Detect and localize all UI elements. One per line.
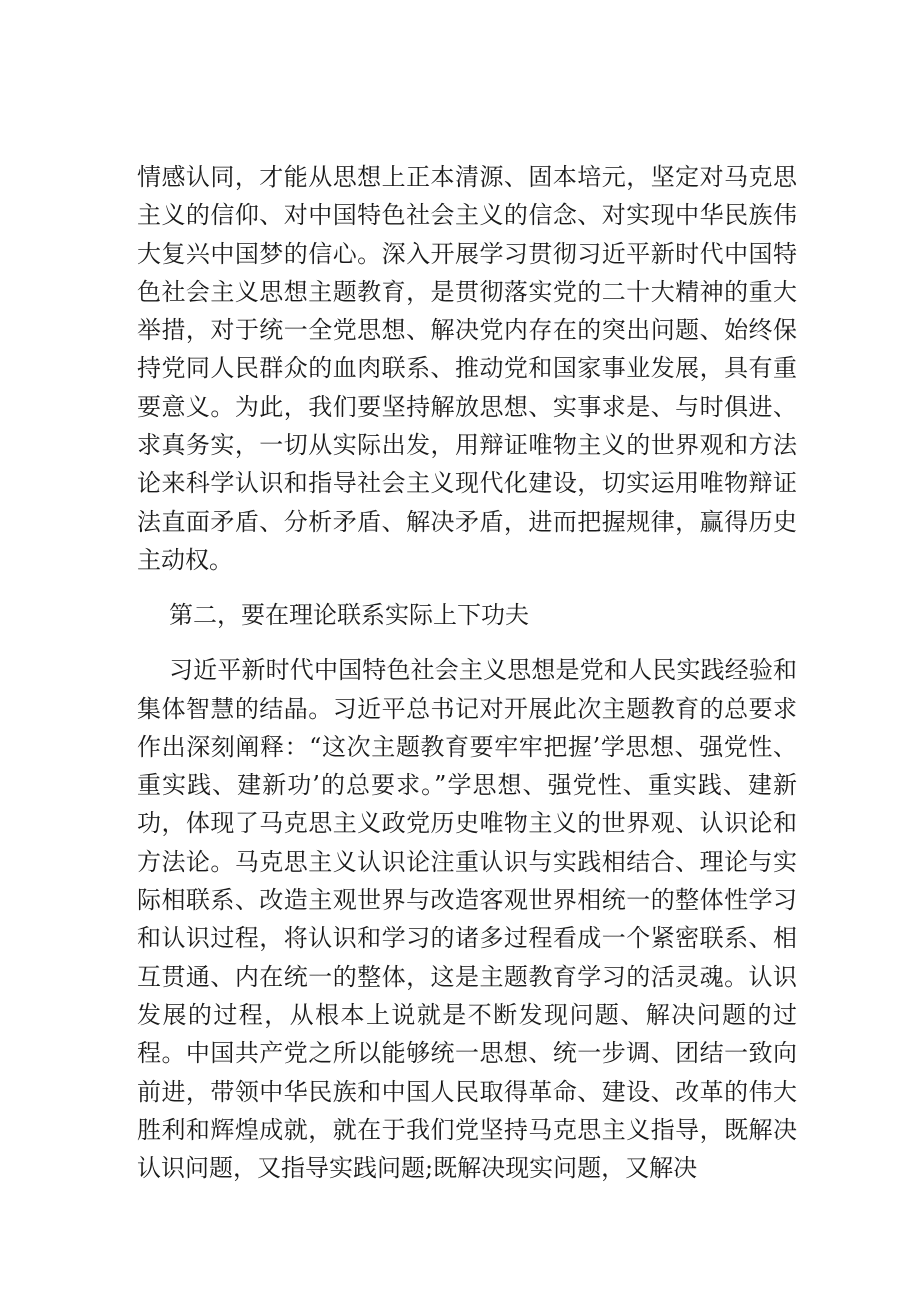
- paragraph-2: 习近平新时代中国特色社会主义思想是党和人民实践经验和集体智慧的结晶。习近平总书记对开展此次主题教育的总要求作出深刻阐释：“这次主题教育要牢牢把握’学思想、强党性、重实践、建新功’的总要求。”学思想、强党性、重实践、建新功，体现了马克思主义政党历史唯物主义的世界观、认识论和方法论。马克思主义认识论注重认识与实践相结合、理论与实际相联系、改造主观世界与改造客观世界相统一的整体性学习和认识过程，将认识和学习的诸多过程看成一个紧密联系、相互贯通、内在统一的整体，这是主题教育学习的活灵魂。认识发展的过程，从根本上说就是不断发现问题、解决问题的过程。中国共产党之所以能够统一思想、统一步调、团结一致向前进，带领中华民族和中国人民取得革命、建设、改革的伟大胜利和辉煌成就，就在于我们党坚持马克思主义指导，既解决认识问题，又指导实践问题;既解决现实问题，又解决: [137, 656, 797, 1183]
- section-heading: 第二，要在理论联系实际上下功夫: [169, 601, 529, 630]
- paragraph-1: 情感认同，才能从思想上正本清源、固本培元，坚定对马克思主义的信仰、对中国特色社会主义的信念、对实现中华民族伟大复兴中国梦的信心。深入开展学习贯彻习近平新时代中国特色社会主义思想主题教育，是贯彻落实党的二十大精神的重大举措，对于统一全党思想、解决党内存在的突出问题、始终保持党同人民群众的血肉联系、推动党和国家事业发展，具有重要意义。为此，我们要坚持解放思想、实事求是、与时俱进、求真务实，一切从实际出发，用辩证唯物主义的世界观和方法论来科学认识和指导社会主义现代化建设，切实运用唯物辩证法直面矛盾、分析矛盾、解决矛盾，进而把握规律，赢得历史主动权。: [137, 163, 797, 574]
- document-body: [137, 158, 797, 1187]
- paragraph-gap: [137, 634, 797, 651]
- paragraph-gap: [137, 579, 797, 596]
